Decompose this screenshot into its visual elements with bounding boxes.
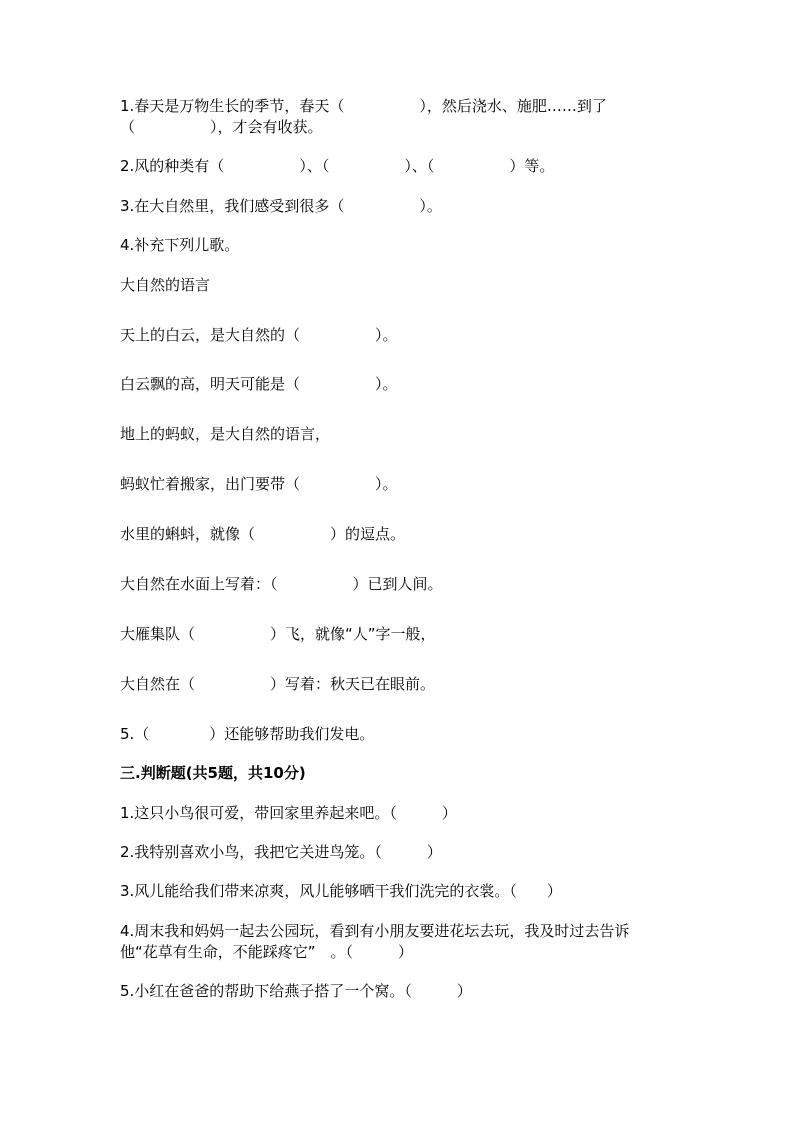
question-2: 2.风的种类有（ ）、（ ）、（ ）等。 [120,157,555,175]
question-4: 4.补充下列儿歌。 [120,236,240,254]
question-1-line-1: 1.春天是万物生长的季节，春天（ ），然后浇水、施肥……到了 [120,97,607,115]
poem-title: 大自然的语言 [120,276,211,294]
judge-item: 5.小红在爸爸的帮助下给燕子搭了一个窝。（ ） [120,982,472,1000]
question-3: 3.在大自然里，我们感受到很多（ ）。 [120,197,442,215]
poem-line: 地上的蚂蚁，是大自然的语言， [120,425,331,443]
poem-line: 大自然在（ ）写着：秋天已在眼前。 [120,675,436,693]
judge-item: 1.这只小鸟很可爱，带回家里养起来吧。（ ） [120,804,457,822]
poem-line: 蚂蚁忙着搬家，出门要带（ ）。 [120,475,398,493]
poem-line: 大雁集队（ ）飞，就像“人”字一般， [120,625,436,643]
poem-line: 水里的蝌蚪，就像（ ）的逗点。 [120,525,406,543]
question-5: 5.（ ）还能够帮助我们发电。 [120,725,375,743]
judge-item-line-1: 4.周末我和妈妈一起去公园玩，看到有小朋友要进花坛去玩，我及时过去告诉 [120,922,630,940]
question-1-line-2: （ ），才会有收获。 [120,118,323,136]
poem-line: 大自然在水面上写着：（ ）已到人间。 [120,575,443,593]
judge-item: 2.我特别喜欢小鸟，我把它关进鸟笼。（ ） [120,843,442,861]
poem-line: 天上的白云，是大自然的（ ）。 [120,326,398,344]
judge-item-line-2: 他“花草有生命，不能踩疼它” 。（ ） [120,943,414,961]
section-heading: 三.判断题(共5题，共10分) [120,764,306,782]
poem-line: 白云飘的高，明天可能是（ ）。 [120,375,398,393]
judge-item: 3.风儿能给我们带来凉爽，风儿能够晒干我们洗完的衣裳。（ ） [120,882,562,900]
